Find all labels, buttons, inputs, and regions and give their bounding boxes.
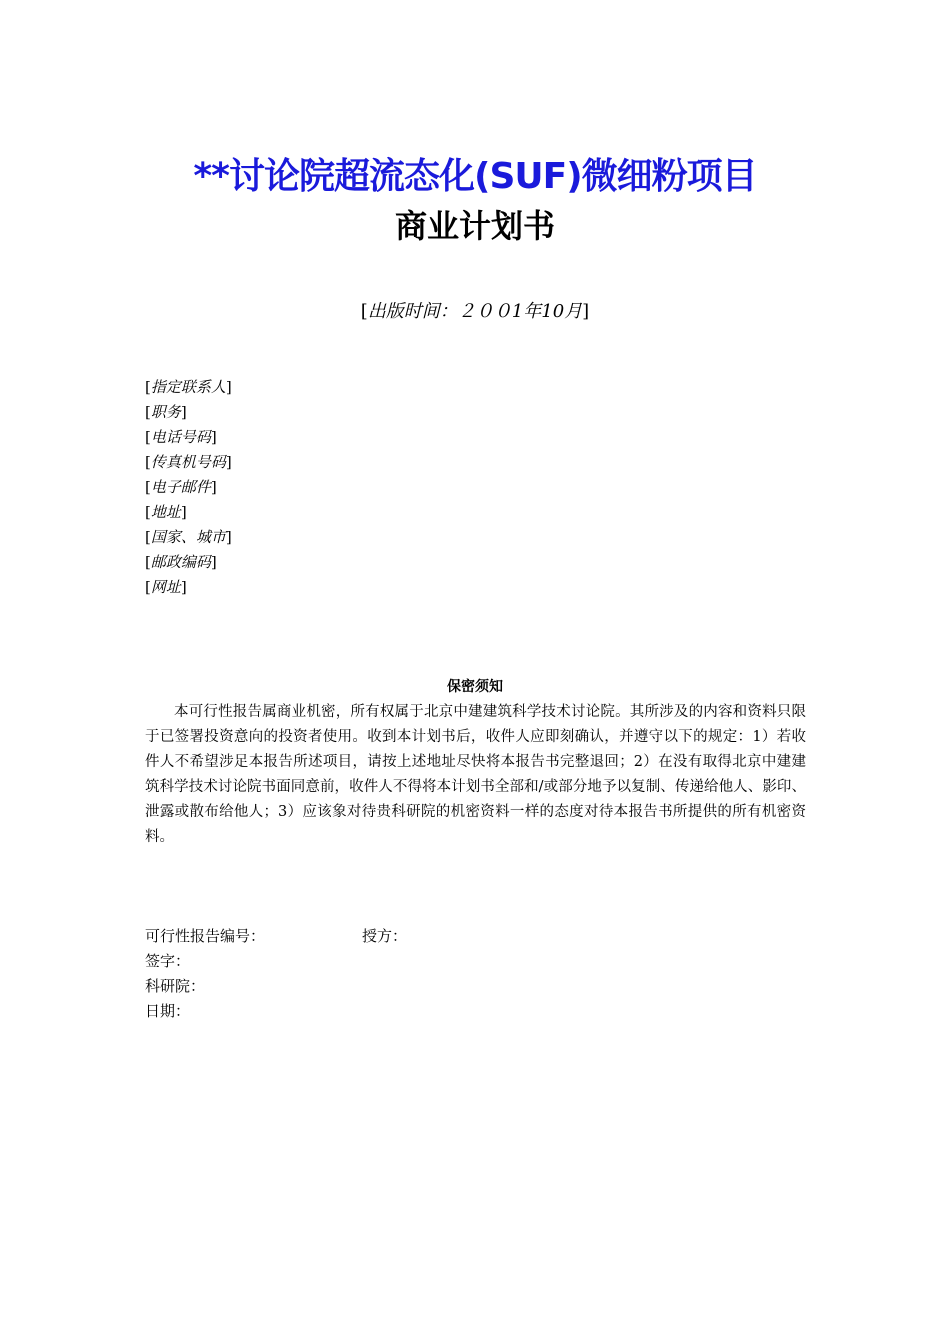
contact-field: [电话号码] bbox=[145, 428, 217, 446]
sign-label: 签字： bbox=[145, 952, 191, 970]
contact-field: [电子邮件] bbox=[145, 478, 217, 496]
signature-row bbox=[145, 949, 265, 974]
contact-field: [地址] bbox=[145, 503, 187, 521]
contact-field-label: 邮政编码 bbox=[150, 553, 211, 571]
contact-field-label: 传真机号码 bbox=[150, 453, 226, 471]
contact-field-label: 网址 bbox=[150, 578, 181, 596]
signature-row bbox=[145, 999, 265, 1024]
signature-row bbox=[145, 974, 265, 999]
contact-field-label: 职务 bbox=[150, 403, 181, 421]
contact-field-label: 地址 bbox=[150, 503, 181, 521]
contact-field: [邮政编码] bbox=[145, 553, 217, 571]
confidentiality-body: 本可行性报告属商业机密，所有权属于北京中建建筑科学技术讨论院。其所涉及的内容和资料只限于已签署投资意向的投资者使用。收到本计划书后，收件人应即刻确认，并遵守以下的规定：1）若收件人不希望涉足本报告所述项目，请按上述地址尽快将本报告书完整退回；2）在没有取得北京中建建筑科学技术讨论院书面同意前，收件人不得将本计划书全部和/或部分地予以复制、传递给他人、影印、泄露或散布给他人；3）应该象对待贵科研院的机密资料一样的态度对待本报告书所提供的所有机密资料。 bbox=[145, 704, 806, 845]
contact-field: [网址] bbox=[145, 578, 187, 596]
publication-date bbox=[0, 298, 950, 326]
publication-date-label: 出版时间：２００1年10月 bbox=[367, 301, 583, 322]
date-label: 日期： bbox=[145, 1002, 191, 1020]
contact-field: [国家、城市] bbox=[145, 528, 232, 546]
document-subtitle: 商业计划书 bbox=[394, 207, 555, 245]
signature-block bbox=[145, 924, 408, 1024]
document-title: **讨论院超流态化(SUF)微细粉项目 bbox=[193, 156, 757, 197]
contact-field: [指定联系人] bbox=[145, 378, 232, 396]
contact-field-label: 电子邮件 bbox=[150, 478, 211, 496]
contact-field: [职务] bbox=[145, 403, 187, 421]
contact-field: [传真机号码] bbox=[145, 453, 232, 471]
confidentiality-heading: 保密须知 bbox=[447, 679, 503, 695]
institute-label: 科研院： bbox=[145, 977, 206, 995]
publication-close-bracket: ] bbox=[582, 301, 590, 322]
grantor-label: 授方： bbox=[362, 927, 408, 945]
contact-field-label: 指定联系人 bbox=[150, 378, 226, 396]
contact-field-label: 国家、城市 bbox=[150, 528, 226, 546]
contact-field-label: 电话号码 bbox=[150, 428, 211, 446]
report-number-label: 可行性报告编号： bbox=[145, 927, 266, 945]
signature-row bbox=[145, 924, 408, 949]
contact-fields bbox=[145, 375, 232, 600]
publication-open-bracket: [ bbox=[360, 301, 368, 322]
